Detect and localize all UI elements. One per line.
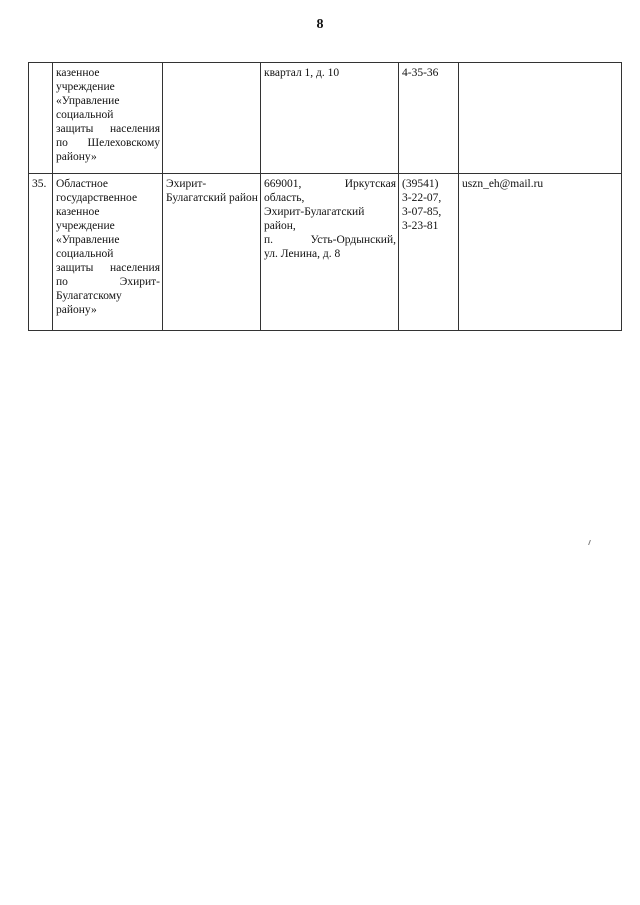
phone-line: 3-22-07, <box>402 192 442 204</box>
table-row <box>29 63 622 174</box>
email-cell <box>459 63 622 174</box>
row-number-cell <box>29 63 53 174</box>
scan-mark <box>588 540 593 545</box>
address-line: Эхирит-Булагатский <box>264 206 365 218</box>
row-number-cell: 35. <box>29 174 53 331</box>
organization-cell <box>53 174 163 331</box>
address-cell <box>261 174 399 331</box>
org-line: по Шелеховскому <box>56 137 160 149</box>
org-line: учреждение <box>56 81 115 93</box>
email-cell: uszn_eh@mail.ru <box>459 174 622 331</box>
org-line: государственное <box>56 192 138 204</box>
phone-line: 3-07-85, <box>402 206 442 218</box>
address-line: квартал 1, д. 10 <box>264 67 340 79</box>
district-cell <box>163 63 261 174</box>
institutions-table <box>28 62 622 331</box>
address-line: 669001, Иркутская <box>264 178 396 190</box>
address-line: п. Усть-Ордынский, <box>264 234 396 246</box>
phone-line: 4-35-36 <box>402 67 439 79</box>
address-line: район, <box>264 220 296 232</box>
org-line: Булагатскому <box>56 290 122 302</box>
org-line: «Управление <box>56 95 120 107</box>
address-line: ул. Ленина, д. 8 <box>264 248 341 260</box>
org-line: социальной <box>56 248 114 260</box>
org-line: Областное <box>56 178 108 190</box>
phone-line: (39541) <box>402 178 439 190</box>
org-line: защиты населения <box>56 262 160 274</box>
org-line: «Управление <box>56 234 120 246</box>
org-line: казенное <box>56 206 100 218</box>
org-line: защиты населения <box>56 123 160 135</box>
org-line: социальной <box>56 109 114 121</box>
organization-cell <box>53 63 163 174</box>
phone-cell <box>399 174 459 331</box>
org-line: району» <box>56 151 97 163</box>
phone-line: 3-23-81 <box>402 220 439 232</box>
org-line: по Эхирит- <box>56 276 160 288</box>
org-line: району» <box>56 304 97 316</box>
page-number: 8 <box>316 17 324 32</box>
address-cell <box>261 63 399 174</box>
district-cell: Эхирит-Булагатский район <box>163 174 261 331</box>
address-line: область, <box>264 192 305 204</box>
table-row <box>29 174 622 331</box>
org-line: казенное <box>56 67 100 79</box>
phone-cell <box>399 63 459 174</box>
org-line: учреждение <box>56 220 115 232</box>
